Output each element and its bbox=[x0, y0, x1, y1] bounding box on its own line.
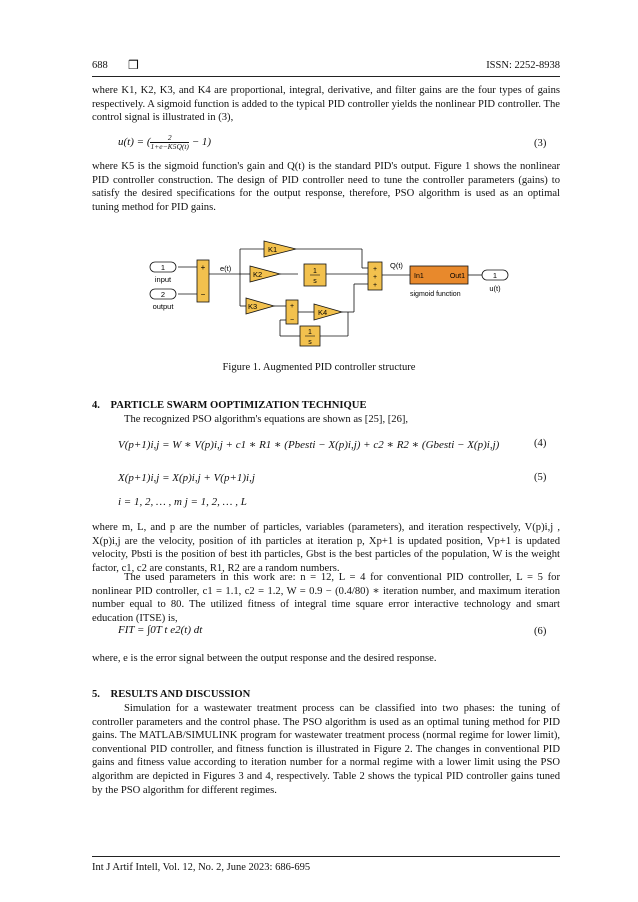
eq3-number: (3) bbox=[534, 138, 547, 149]
eq6-number: (6) bbox=[534, 626, 547, 637]
box-icon: ❒ bbox=[128, 58, 139, 72]
inport-1-number: 1 bbox=[160, 263, 166, 272]
equation-3: u(t) = ( $\frac{2}{1+e-K5Q(t)}$ − 1) bbox=[118, 133, 212, 151]
sum3-plus-3: + bbox=[372, 282, 378, 289]
section-4-intro: The recognized PSO algorithm's equations are shown as [25], [26], bbox=[124, 414, 409, 425]
subsystem-caption: sigmoid function bbox=[410, 291, 461, 298]
outport-1-number: 1 bbox=[492, 271, 498, 280]
inport-2-number: 2 bbox=[160, 290, 166, 299]
equation-5: X(p+1)i,j = X(p)i,j + V(p+1)i,j bbox=[118, 472, 255, 484]
paragraph-pso-variables: where m, L, and p are the number of particles, variables (parameters), and iteration respectively, V(p)i,j , X(p)i,j are the velocity, position of ith particles at iteration p, Xp+1 is updated position, Vp+1 is updated velocity, Pbsti is the position of best ith particles, Gbst is the best particles of the population, W is the weight factor, c1, c2 are constants, R1, R2 are a random numbers. bbox=[92, 522, 560, 574]
equation-6: FIT = ∫0T t e2(t) dt bbox=[118, 624, 203, 636]
header-rule bbox=[92, 76, 560, 77]
subsystem-out-label: Out1 bbox=[449, 273, 465, 280]
eq3-den: 1+e−K5Q(t) bbox=[150, 142, 189, 151]
integrator-den: s bbox=[313, 278, 317, 285]
gain-k3-label: K3 bbox=[248, 302, 258, 311]
paragraph-error-signal: where, e is the error signal between the output response and the desired response. bbox=[92, 653, 437, 664]
eq4-number: (4) bbox=[534, 438, 547, 449]
sum-plus: + bbox=[200, 263, 206, 272]
gain-k1-label: K1 bbox=[268, 245, 278, 254]
section-5-body: Simulation for a wastewater treatment process can be classified into two phases: the tuning of controller parameters and the control phase. The PSO algorithm is used as an optimal tuning method for PID gains. The MATLAB/SIMULINK program for wastewater treatment process (normal regime for lower limit), conventional PID controller, and fitness function is illustrated in Figure 2. The changes in conventional PID gains and fitness value according to iteration number for a normal regime with a lower limit using the PSO algorithm are depicted in Figures 3 and 4, respectively. Table 2 shows the typical PID controller gains tuned by the PSO algorithm for different regimes. bbox=[92, 703, 560, 796]
equation-indices: i = 1, 2, … , m j = 1, 2, … , L bbox=[118, 496, 247, 508]
gain-k2-label: K2 bbox=[253, 270, 263, 279]
figure-1-caption: Figure 1. Augmented PID controller structure bbox=[222, 362, 416, 373]
sum-minus: − bbox=[200, 290, 206, 299]
sum3-plus-2: + bbox=[372, 274, 378, 281]
sum2-minus: − bbox=[289, 317, 295, 324]
signal-e-label: e(t) bbox=[220, 264, 232, 273]
eq3-fraction bbox=[150, 134, 188, 151]
eq3-tail: − 1 bbox=[188, 136, 208, 149]
inport-1-label: input bbox=[154, 275, 172, 284]
paragraph-gains: where K1, K2, K3, and K4 are proportional, integral, derivative, and filter gains are the four types of gains respectively. A sigmoid function is added to the typical PID controller yields the nonlinear PID controller. The control signal is illustrated in (3), bbox=[92, 85, 560, 124]
footer-rule bbox=[92, 856, 560, 857]
section-4-heading: 4. PARTICLE SWARM OOPTIMIZATION TECHNIQUE bbox=[92, 400, 367, 411]
sum3-plus-1: + bbox=[372, 266, 378, 273]
figure-1-diagram bbox=[140, 238, 520, 350]
gain-k4-label: K4 bbox=[318, 308, 328, 317]
paragraph-sigmoid: where K5 is the sigmoid function's gain and Q(t) is the standard PID's output. Figure 1 shows the nonlinear PID controller construction. The design of PID controller need to tune the controller parameters (gains) to satisfy the desired specifications for the output response, therefore, PSO algorithm is used as an optimal tuning method for PID gains. bbox=[92, 161, 560, 213]
eq5-number: (5) bbox=[534, 472, 547, 483]
eq3-num: 2 bbox=[150, 134, 188, 143]
outport-1-label: u(t) bbox=[489, 284, 501, 293]
page-number: 688 bbox=[92, 60, 108, 71]
equation-4: V(p+1)i,j = W ∗ V(p)i,j + c1 ∗ R1 ∗ (Pbesti − X(p)i,j) + c2 ∗ R2 ∗ (Gbesti − X(p)i,j) bbox=[118, 439, 500, 451]
eq3-lhs: u(t) = bbox=[118, 136, 147, 149]
signal-q-label: Q(t) bbox=[390, 261, 403, 270]
footer-citation: Int J Artif Intell, Vol. 12, No. 2, June 2023: 686-695 bbox=[92, 862, 311, 873]
filter-integrator-num: 1 bbox=[308, 329, 312, 336]
integrator-num: 1 bbox=[313, 268, 317, 275]
paragraph-parameters: The used parameters in this work are: n = 12, L = 4 for conventional PID controller, L = 5 for nonlinear PID controller, c1 = 1.1, c2 = 1.2, W = 0.9 − (0.4/80) ∗ iteration number, and maximum iteration number equal to 80. The utilized fitness of integral time square error interactive technology and smart education (ITSE) is, bbox=[92, 572, 560, 624]
issn: ISSN: 2252-8938 bbox=[486, 60, 560, 71]
subsystem-in-label: In1 bbox=[414, 273, 424, 280]
filter-integrator-den: s bbox=[308, 339, 312, 346]
inport-2-label: output bbox=[152, 302, 174, 311]
section-5-heading: 5. RESULTS AND DISCUSSION bbox=[92, 689, 251, 700]
sum2-plus: + bbox=[289, 303, 295, 310]
